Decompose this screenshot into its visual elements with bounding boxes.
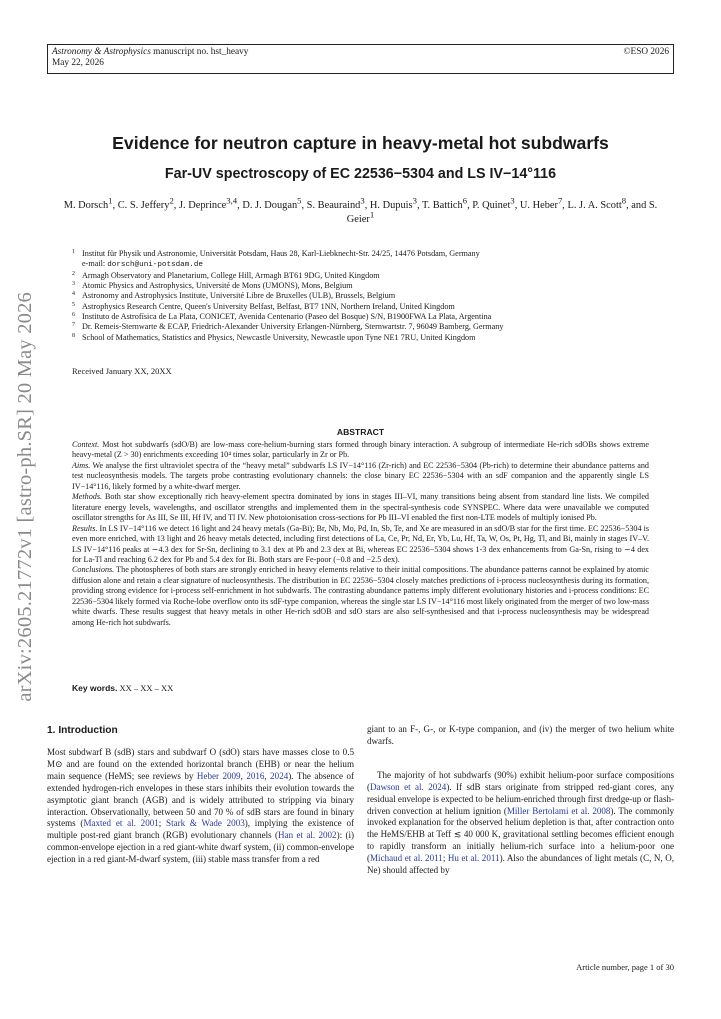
- affiliation: $^8$ School of Mathematics, Statistics and Physics, Newcastle University, Newcastle upon Tyne NE1 7RU, United Kingdom: [72, 332, 476, 342]
- affiliation-list: [72, 249, 662, 343]
- citation-link[interactable]: Hu et al. 2011: [447, 853, 500, 864]
- keywords-value: XX – XX – XX: [119, 683, 174, 693]
- abstract-heading: ABSTRACT: [336, 427, 385, 437]
- abstract-label: Methods.: [72, 492, 103, 502]
- affiliation: $^1$ Institut für Physik und Astronomie, Universität Potsdam, Haus 28, Karl-Liebknecht-Str. 24/25, 14476 Potsdam, Germany: [72, 249, 480, 258]
- running-header: [47, 44, 674, 74]
- abstract-aims: [72, 461, 649, 492]
- affiliation-text: Dr. Remeis-Sternwarte & ECAP, Friedrich-Alexander University Erlangen-Nürnberg, Sternwartstr. 7, 96049 Bamberg, Germany: [82, 322, 504, 332]
- abstract-label: Results.: [72, 523, 98, 533]
- copyright: ©ESO 2026: [623, 47, 669, 57]
- affiliation: $^6$ Instituto de Astrofísica de La Plata, CONICET, Avenida Centenario (Paseo del Bosque) S/N, B1900FWA La Plata, Argentina: [72, 312, 492, 322]
- affiliation-text: Astrophysics Research Centre, Queen's University Belfast, Belfast, BT7 1NN, Northern Ireland, United Kingdom: [82, 301, 455, 311]
- author: , H. Dupuis: [364, 200, 413, 211]
- keywords: [72, 683, 173, 693]
- author-affil-mark: 1: [108, 195, 113, 206]
- author-list: [60, 195, 661, 227]
- author: , P. Quinet: [467, 200, 511, 211]
- email-address[interactable]: dorsch@uni-potsdam.de: [107, 261, 203, 270]
- affiliation: $^7$ Dr. Remeis-Sternwarte & ECAP, Friedrich-Alexander University Erlangen-Nürnberg, Sternwartstr. 7, 96049 Bamberg, Germany: [72, 322, 504, 332]
- abstract-text: We analyse the first ultraviolet spectra of the “heavy metal” subdwarfs LS IV−14°116 (Zr-rich) and EC 22536−5304 (Pb-rich) to determine their abundance patterns and test nucleosynthesis models. The targets probe contrasting evolutionary channels: the close binary EC 22536−5304 with an sdF companion and the apparently single LS IV−14°116, likely formed by a white-dwarf merger.: [72, 460, 649, 491]
- body-text: ). The commonly invoked explanation for the observed helium depletion is that, after contraction onto the HeMS/EHB at Teff ≲ 40 000 K, gravitational settling becomes efficient enough to rapidly transform an initially helium-rich surface into a helium-poor one (: [367, 805, 674, 864]
- citation-link[interactable]: Michaud et al. 2011: [370, 853, 443, 864]
- received-date: Received January XX, 20XX: [72, 366, 172, 376]
- section-heading: 1. Introduction: [47, 725, 118, 736]
- intro-paragraph-1: [47, 747, 354, 866]
- email-line: [72, 259, 662, 270]
- body-column-right: [367, 724, 674, 877]
- page-footer: Article number, page 1 of 30: [576, 962, 674, 972]
- body-text: ;: [442, 853, 448, 864]
- author-affil-mark: 3: [360, 195, 365, 206]
- citation-link[interactable]: Han et al. 2002: [278, 830, 337, 841]
- citation-link[interactable]: Maxted et al. 2001: [83, 818, 159, 829]
- abstract-text: In LS IV−14°116 we detect 16 light and 24 heavy metals (Ga-Bi); Br, Nb, Mo, Pd, In, Sb, Te, and Xe are measured in an sdO/B star for the first time. EC 22536−5304 is even more enriched, with 13 light and 26 heavy metals detected, including first detections of La, Ce, Pr, Nd, Er, Yb, Lu, Hf, Ta, W, Os, Pt, Hg, Tl, and Bi, mainly in stages IV–V. LS IV−14°116 peaks at ∼4.3 dex for Sr-Sn, declining to 3.1 dex at Pb and 2.3 dex at Bi, whereas EC 22536−5304 shows 1-3 dex enhancements from Ga-Sn, rising to ∼4 dex for La-Tl and reaching 6.2 dex for Pb and 5.4 dex for Bi. Both stars are Fe-poor (−0.8 and −2.5 dex).: [72, 523, 649, 564]
- arxiv-stamp: [6, 262, 44, 732]
- author-affil-mark: 8: [621, 195, 627, 206]
- abstract-methods: [72, 492, 649, 523]
- author-affil-mark: 6: [462, 195, 468, 206]
- body-text: ): (i) common-envelope ejection in a red giant-white dwarf system, (ii) common-envelope ejection in a red giant-M-dwarf system, (iii) stable mass transfer from a red: [47, 830, 354, 865]
- author: , and S. Geier: [346, 200, 658, 225]
- affiliation-text: Astronomy and Astrophysics Institute, Université Libre de Bruxelles (ULB), Brussels, Belgium: [82, 291, 396, 301]
- affiliation-text: Instituto de Astrofísica de La Plata, CONICET, Avenida Centenario (Paseo del Bosque) S/N, B1900FWA La Plata, Argentina: [82, 312, 492, 322]
- author: , S. Beauraind: [301, 200, 361, 211]
- body-text: The majority of hot subdwarfs (90%) exhibit helium-poor surface compositions (: [367, 769, 674, 792]
- affiliation-text: School of Mathematics, Statistics and Physics, Newcastle University, Newcastle upon Tyne NE1 7RU, United Kingdom: [82, 332, 476, 342]
- abstract-conclusions: [72, 565, 649, 628]
- author-affil-mark: 1: [369, 209, 375, 220]
- intro-paragraph-2: [367, 770, 674, 877]
- body-text: Most subdwarf B (sdB) stars and subdwarf O (sdO) stars have masses close to 0.5 M⊙ and are found on the extended horizontal branch (EHB) or near the helium main sequence (HeMS; see reviews by: [47, 747, 354, 781]
- abstract-text: Both star show exceptionally rich heavy-element spectra dominated by ions in stages III–VI, many transitions being absent from standard line lists. We compiled literature energy levels, wavelengths, and oscillator strengths and implemented them in the spectral-synthesis code SYNSPEC. Where data were unavailable we computed oscillator strengths for As III, Se III, Hf IV, and Tl IV. New photoionisation cross-sections for Pb III–VI enabled the first non-LTE models of multiply ionised Pb.: [72, 492, 649, 523]
- body-text: ), implying the existence of multiple post-red giant branch (RGB) evolutionary channels (: [47, 818, 354, 841]
- citation-link[interactable]: Miller Bertolami et al. 2008: [506, 805, 611, 816]
- author-affil-mark: 3,4: [226, 195, 238, 206]
- affiliation: $^5$ Astrophysics Research Centre, Queen's University Belfast, Belfast, BT7 1NN, Northern Ireland, United Kingdom: [72, 301, 455, 311]
- citation-link[interactable]: 2016: [246, 770, 265, 781]
- abstract-text: Most hot subdwarfs (sdO/B) are low-mass core-helium-burning stars formed through binary interaction. A subgroup of intermediate He-rich sdOBs shows extreme heavy-metal (Z > 30) enrichments exceeding 10⁴ times solar, particularly in Zr or Pb.: [72, 440, 649, 460]
- author: M. Dorsch: [63, 200, 109, 211]
- header-date: May 22, 2026: [52, 58, 104, 68]
- header-left: [52, 47, 248, 69]
- citation-link[interactable]: Dawson et al. 2024: [370, 781, 447, 792]
- abstract-context: [72, 440, 649, 461]
- body-text: ). If sdB stars originate from stripped red-giant cores, any residual envelope is expected to be helium-enriched through first dredge-up or flash-driven convection at helium ignition (: [367, 781, 674, 816]
- author: , J. Deprince: [173, 200, 227, 211]
- keywords-label: Key words.: [72, 683, 118, 693]
- paper-title: Evidence for neutron capture in heavy-metal hot subdwarfs: [112, 133, 609, 153]
- abstract-label: Conclusions.: [72, 565, 115, 575]
- citation-link[interactable]: Stark & Wade 2003: [166, 818, 245, 829]
- abstract-body: [72, 440, 649, 628]
- affiliation: $^4$ Astronomy and Astrophysics Institute, Université Libre de Bruxelles (ULB), Brussels, Belgium: [72, 291, 396, 301]
- body-text: ). Also the abundances of light metals (C, N, O, Ne) should affected by: [367, 853, 674, 876]
- citation-link[interactable]: 2024: [270, 770, 289, 781]
- arxiv-stamp-text: arXiv:2605.21772v1 [astro-ph.SR] 20 May 2026: [13, 292, 36, 702]
- author-affil-mark: 3: [412, 195, 417, 206]
- body-text: ). The absence of extended hydrogen-rich envelopes in these stars inhibits their evolution towards the asymptotic giant branch (AGB) and is widely attributed to stripping via binary interaction. Observationally, between 50 and 70 % of sdB stars are found in binary systems (: [47, 770, 354, 829]
- affiliation-text: Atomic Physics and Astrophysics, Université de Mons (UMONS), Mons, Belgium: [82, 281, 353, 291]
- abstract-results: [72, 524, 649, 566]
- body-column-left: [47, 724, 354, 866]
- body-text: ,: [240, 770, 247, 781]
- abstract-text: The photospheres of both stars are strongly enriched in heavy elements relative to their initial compositions. The abundance patterns cannot be explained by atomic diffusion alone and retain a clear signature of nucleosynthesis. The distribution in EC 22536−5304 closely matches predictions of i-process nucleosynthesis during its formation, providing strong evidence for i-process self-enrichment in hot subdwarfs. The contrasting abundance patterns imply different evolutionary histories and i-process conditions: EC 22536−5304 likely formed via Roche-lobe overflow onto its sdF-type companion, whereas the single star LS IV−14°116 most likely originated from the merger of two low-mass white dwarfs. These results suggest that heavy metals in other He-rich sdOB and sdO stars are also self-synthesised and that i-process nucleosynthesis may be widespread among He-rich hot subdwarfs.: [72, 565, 649, 627]
- affiliation-text: Armagh Observatory and Planetarium, College Hill, Armagh BT61 9DG, United Kingdom: [82, 270, 380, 280]
- body-text: ,: [264, 770, 271, 781]
- author-affil-mark: 7: [557, 195, 563, 206]
- author-affil-mark: 2: [169, 195, 174, 206]
- journal-name: Astronomy & Astrophysics: [52, 47, 151, 57]
- citation-link[interactable]: Heber 2009: [196, 770, 241, 781]
- affiliation: $^2$ Armagh Observatory and Planetarium, College Hill, Armagh BT61 9DG, United Kingdom: [72, 270, 380, 280]
- manuscript-id: manuscript no. hst_heavy: [153, 47, 249, 57]
- intro-paragraph-1-continued: giant to an F-, G-, or K-type companion, and (iv) the merger of two helium white dwarfs.: [367, 724, 674, 746]
- affiliation: $^3$ Atomic Physics and Astrophysics, Université de Mons (UMONS), Mons, Belgium: [72, 281, 353, 291]
- author-affil-mark: 5: [297, 195, 302, 206]
- author-affil-mark: 3: [510, 195, 515, 206]
- paper-subtitle: Far-UV spectroscopy of EC 22536−5304 and LS IV−14°116: [164, 166, 557, 182]
- abstract-label: Context.: [72, 440, 100, 449]
- body-text: ;: [158, 818, 167, 829]
- affiliation-text: Institut für Physik und Astronomie, Universität Potsdam, Haus 28, Karl-Liebknecht-Str. 24/25, 14476 Potsdam, Germany: [82, 249, 480, 258]
- author: , T. Battich: [416, 200, 463, 211]
- author: , L. J. A. Scott: [562, 200, 622, 211]
- abstract-label: Aims.: [72, 460, 91, 470]
- paragraph-gap: [367, 748, 674, 770]
- email-label: e-mail:: [82, 259, 108, 269]
- author: , D. J. Dougan: [237, 200, 298, 211]
- author: , C. S. Jeffery: [112, 200, 170, 211]
- author: , U. Heber: [514, 200, 558, 211]
